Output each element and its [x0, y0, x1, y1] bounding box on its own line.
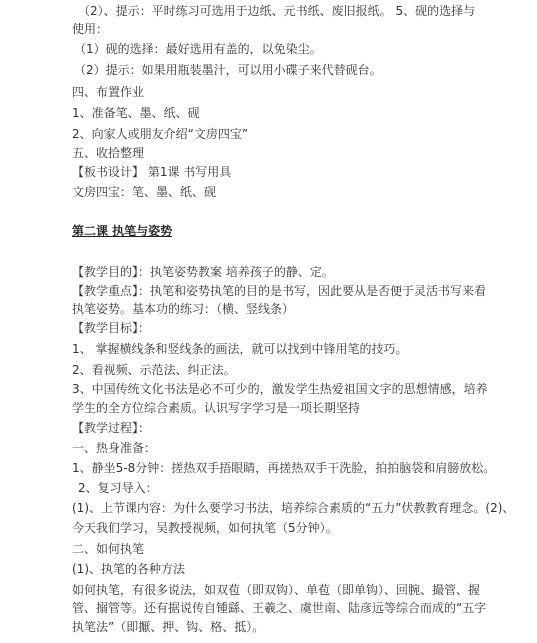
text-line: 2、看视频、示范法、纠正法。: [72, 363, 236, 377]
text-line: 1、静坐5-8分钟：搓热双手捂眼睛，再搓热双手干洗脸，拍拍脑袋和肩膀放松。: [72, 461, 496, 475]
text-line: 1、准备笔、墨、纸、砚: [72, 106, 200, 120]
text-line: （1）砚的选择：最好选用有盖的，以免染尘。: [74, 42, 322, 56]
text-line: 2、向家人或朋友介绍“文房四宝”: [72, 127, 249, 141]
text-line: 学生的全方位综合素质。认识写字学习是一项长期坚持: [72, 401, 361, 415]
text-line: （2）、提示：平时练习可选用于边纸、元书纸、废旧报纸。 5、砚的选择与: [78, 4, 476, 18]
text-line: 3、中国传统文化书法是必不可少的，激发学生热爱祖国文字的思想情感，培养: [72, 382, 488, 396]
lesson-title: 第二课 执笔与姿势: [72, 224, 173, 238]
text-line: 如何执笔，有很多说法，如双苞（即双钩）、单苞（即单钩）、回腕、撮管、握: [72, 583, 481, 597]
text-line: (1)、上节课内容：为什么要学习书法，培养综合素质的“五力”伏教教育理念。(2)、: [72, 501, 515, 515]
text-line: 【教学过程】：: [72, 421, 151, 435]
text-line: 使用：: [72, 22, 109, 36]
text-line: 执笔姿势。基本功的练习：（横、竖线条）: [72, 302, 295, 316]
text-line: 【板书设计】 第1课 书写用具: [72, 165, 232, 179]
text-line: 【教学目标】：: [72, 321, 151, 335]
section-heading: 五、收拾整理: [72, 146, 145, 160]
section-heading: 四、布置作业: [72, 85, 145, 99]
text-line: (1)、执笔的各种方法: [72, 562, 185, 576]
text-line: 【教学重点】：执笔和姿势执笔的目的是书写，因此要从是否便于灵活书写来看: [72, 284, 487, 298]
text-line: 文房四宝：笔、墨、纸、砚: [72, 185, 217, 199]
text-line: （2）提示：如果用瓶装墨汁，可以用小碟子来代替砚台。: [74, 63, 382, 77]
section-heading: 二、如何执笔: [72, 542, 145, 556]
text-line: 【教学目的】：执笔姿势教案 培养孩子的静、定。: [72, 265, 334, 279]
text-line: 1、 掌握横线条和竖线条的画法，就可以找到中锋用笔的技巧。: [72, 342, 408, 356]
text-line: 2、复习导入：: [78, 481, 158, 495]
text-line: 今天我们学习，吴教授视频，如何执笔（5分钟）。: [72, 521, 338, 535]
text-line: 执笔法”（即擫、押、钩、格、抵）。: [72, 620, 265, 634]
text-line: 管、搦管等。还有据说传自锺繇、王羲之、虞世南、陆彦远等综合而成的“五字: [72, 601, 487, 615]
section-heading: 一、热身准备：: [72, 441, 157, 455]
